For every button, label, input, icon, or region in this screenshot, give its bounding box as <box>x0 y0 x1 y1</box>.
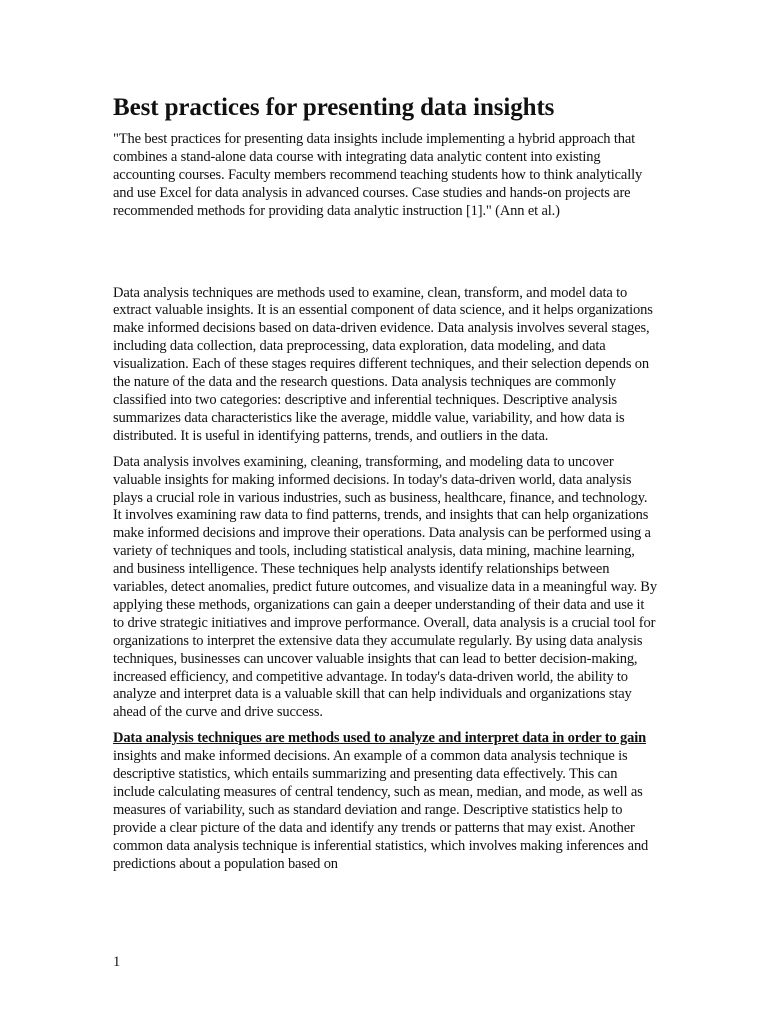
spacer <box>113 221 658 285</box>
body-paragraph-1: Data analysis techniques are methods used to examine, clean, transform, and model data to extract valuable insights. It is an essential component of data science, and it helps organizations make informed decisions based on data-driven evidence. Data analysis involves several stages, including data collection, data preprocessing, data exploration, data modeling, and data visualization. Each of these stages requires different techniques, and their selection depends on the nature of the data and the research questions. Data analysis techniques are commonly classified into two categories: descriptive and inferential techniques. Descriptive analysis summarizes data characteristics like the average, middle value, variability, and how data is distributed. It is useful in identifying patterns, trends, and outliers in the data. <box>113 284 653 444</box>
paragraph-3-text: insights and make informed decisions. An example of a common data analysis technique is descriptive statistics, which entails summarizing and presenting data effectively. This can include calculating measures of central tendency, such as mean, median, and mode, as well as measures of variability, such as standard deviation and range. Descriptive statistics help to provide a clear picture of the data and identify any trends or patterns that may exist. Another common data analysis technique is inferential statistics, which involves making inferences and predictions about a population based on <box>113 748 649 872</box>
page-number: 1 <box>113 954 121 970</box>
body-paragraph-3 <box>113 730 658 873</box>
page-title: Best practices for presenting data insights <box>113 94 555 121</box>
underlined-heading-text: Data analysis techniques are methods used to analyze and interpret data in order to gain <box>113 730 646 747</box>
body-paragraph-2: Data analysis involves examining, cleaning, transforming, and modeling data to uncover valuable insights for making informed decisions. In today's data-driven world, data analysis plays a crucial role in various industries, such as business, healthcare, finance, and technology. It involves examining raw data to find patterns, trends, and insights that can help organizations make informed decisions and improve their operations. Data analysis can be performed using a variety of techniques and tools, including statistical analysis, data mining, machine learning, and business intelligence. These techniques help analysts identify relationships between variables, detect anomalies, predict future outcomes, and visualize data in a meaningful way. By applying these methods, organizations can gain a deeper understanding of their data and use it to drive strategic initiatives and improve performance. Overall, data analysis is a crucial tool for organizations to interpret the extensive data they accumulate regularly. By using data analysis techniques, businesses can uncover valuable insights that can lead to better decision-making, increased efficiency, and competitive advantage. In today's data-driven world, the ability to analyze and interpret data is a valuable skill that can help individuals and organizations stay ahead of the curve and drive success. <box>113 453 657 721</box>
quote-paragraph: "The best practices for presenting data insights include implementing a hybrid approach that combines a stand-alone data course with integrating data analytic content into existing accounting courses. Faculty members recommend teaching students how to think analytically and use Excel for data analysis in advanced courses. Case studies and hands-on projects are recommended methods for providing data analytic instruction [1]." (Ann et al.) <box>113 131 643 219</box>
document-page <box>113 92 658 874</box>
